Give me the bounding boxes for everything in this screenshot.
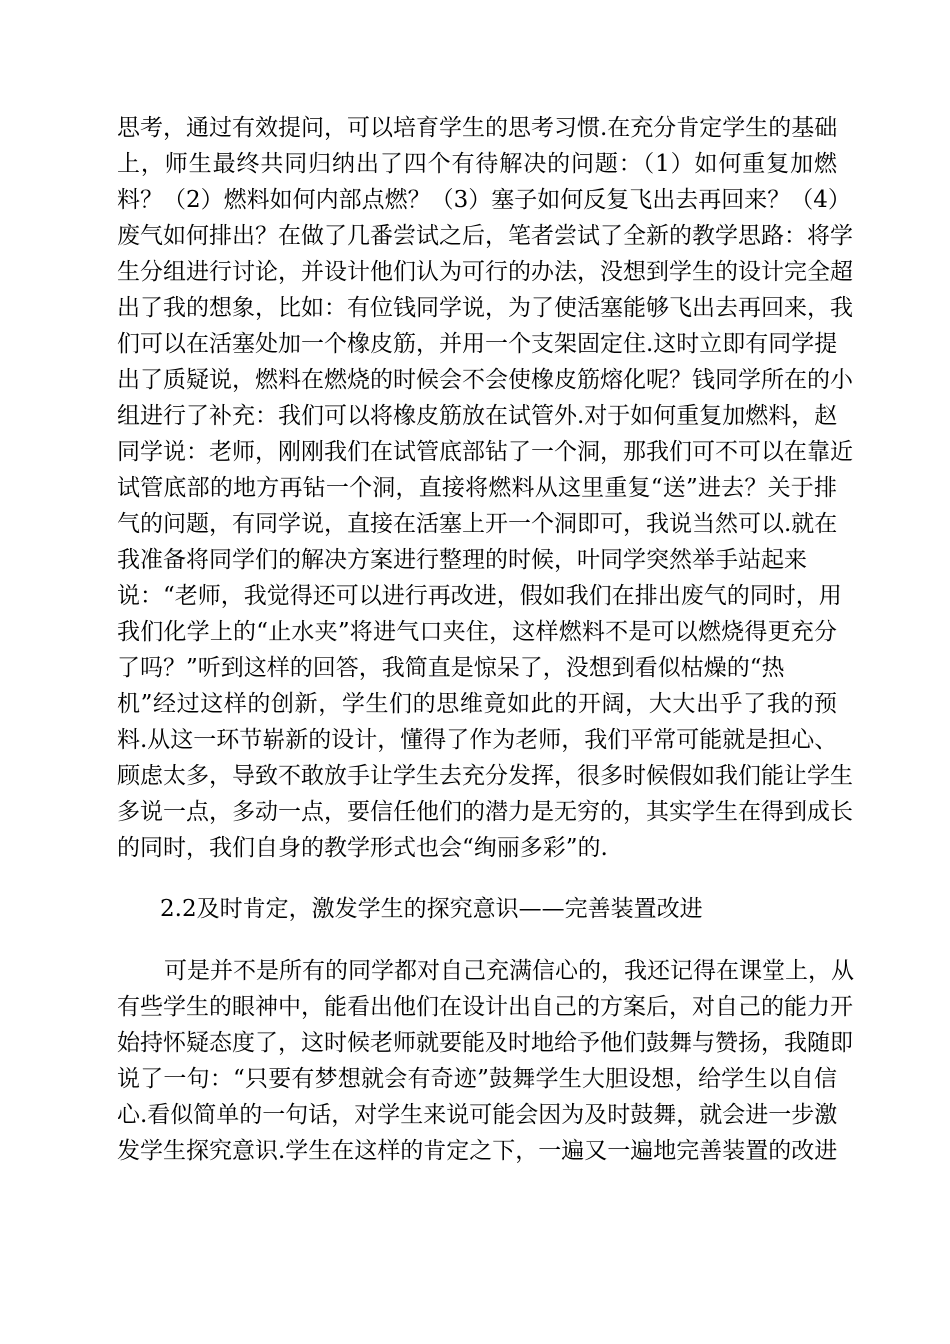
text-line: 的同时，我们自身的教学形式也会“绚丽多彩”的. — [117, 835, 608, 861]
text-line: 上，师生最终共同归纳出了四个有待解决的问题：（1）如何重复加燃 — [117, 151, 837, 177]
text-line: 料.从这一环节崭新的设计，懂得了作为老师，我们平常可能就是担心、 — [117, 727, 838, 753]
text-line: 料？（2）燃料如何内部点燃？（3）塞子如何反复飞出去再回来？（4） — [117, 187, 851, 213]
text-line: 思考，通过有效提问，可以培育学生的思考习惯.在充分肯定学生的基础 — [117, 115, 838, 141]
text-line: 们可以在活塞处加一个橡皮筋，并用一个支架固定住.这时立即有同学提 — [117, 331, 838, 357]
text-line: 出了我的想象，比如：有位钱同学说，为了使活塞能够飞出去再回来，我 — [117, 295, 853, 321]
text-line: 组进行了补充：我们可以将橡皮筋放在试管外.对于如何重复加燃料，赵 — [117, 403, 838, 429]
text-line: 同学说：老师，刚刚我们在试管底部钻了一个洞，那我们可不可以在靠近 — [117, 439, 853, 465]
text-line: 气的问题，有同学说，直接在活塞上开一个洞即可，我说当然可以.就在 — [117, 511, 838, 537]
text-line: 试管底部的地方再钻一个洞，直接将燃料从这里重复“送”进去？关于排 — [117, 475, 837, 501]
text-line: 顾虑太多，导致不敢放手让学生去充分发挥，很多时候假如我们能让学生 — [117, 763, 853, 789]
text-line: 说：“老师，我觉得还可以进行再改进，假如我们在排出废气的同时，用 — [117, 583, 842, 609]
text-line: 出了质疑说，燃料在燃烧的时候会不会使橡皮筋熔化呢？钱同学所在的小 — [117, 367, 853, 393]
text-line: 心.看似简单的一句话，对学生来说可能会因为及时鼓舞，就会进一步激 — [117, 1102, 838, 1128]
text-line: 发学生探究意识.学生在这样的肯定之下，一遍又一遍地完善装置的改进 — [117, 1138, 838, 1164]
section-heading: 2.2及时肯定，激发学生的探究意识——完善装置改进 — [160, 896, 703, 922]
text-line: 了吗？”听到这样的回答，我简直是惊呆了，没想到看似枯燥的“热 — [117, 655, 785, 681]
text-line: 多说一点，多动一点，要信任他们的潜力是无穷的，其实学生在得到成长 — [117, 799, 853, 825]
text-line: 可是并不是所有的同学都对自己充满信心的，我还记得在课堂上，从 — [164, 958, 854, 984]
text-line: 生分组进行讨论，并设计他们认为可行的办法，没想到学生的设计完全超 — [117, 259, 853, 285]
text-line: 说了一句：“只要有梦想就会有奇迹”鼓舞学生大胆设想，给学生以自信 — [117, 1066, 837, 1092]
text-line: 我们化学上的“止水夹”将进气口夹住，这样燃料不是可以燃烧得更充分 — [117, 619, 837, 645]
text-line: 机”经过这样的创新，学生们的思维竟如此的开阔，大大出乎了我的预 — [117, 691, 837, 717]
text-line: 有些学生的眼神中，能看出他们在设计出自己的方案后，对自己的能力开 — [117, 994, 853, 1020]
text-line: 我准备将同学们的解决方案进行整理的时候，叶同学突然举手站起来 — [117, 547, 807, 573]
text-line: 始持怀疑态度了，这时候老师就要能及时地给予他们鼓舞与赞扬，我随即 — [117, 1030, 853, 1056]
text-line: 废气如何排出？在做了几番尝试之后，笔者尝试了全新的教学思路：将学 — [117, 223, 853, 249]
